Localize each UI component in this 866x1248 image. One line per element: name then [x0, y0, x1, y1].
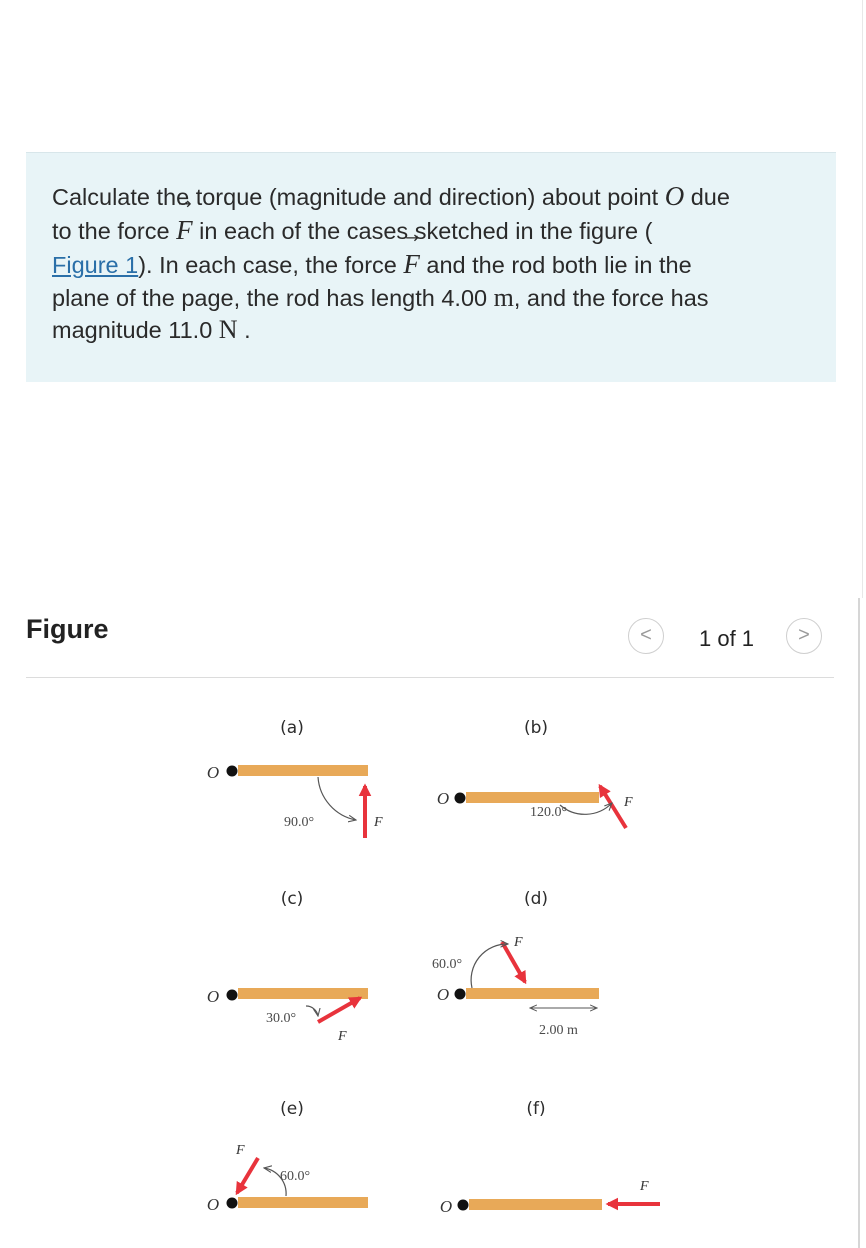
angle-label: 30.0° [266, 1011, 297, 1026]
point-o-label: O [436, 985, 450, 1004]
rod [238, 1197, 368, 1208]
case-e-label: (e) [280, 1099, 304, 1119]
chevron-left-icon: < [640, 624, 652, 646]
angle-label: 120.0° [530, 805, 568, 820]
case-a-label: (a) [280, 718, 304, 738]
problem-line-2: to the force [52, 218, 177, 244]
pivot-point [458, 1200, 469, 1211]
force-label: F [624, 795, 633, 810]
figure-title: Figure [26, 614, 109, 644]
pivot-point [227, 1198, 238, 1209]
case-c [207, 889, 368, 1044]
force-arrow [237, 1158, 258, 1193]
case-d-label: (d) [523, 889, 549, 909]
angle-label: 90.0° [284, 815, 315, 830]
problem-line-2-end: in each of the cases sketched in the figure ( [192, 218, 653, 244]
point-o-label: O [206, 987, 220, 1006]
angle-arc [471, 944, 508, 988]
force-label: F [374, 815, 383, 830]
force-arrow [318, 998, 360, 1022]
rod [238, 765, 368, 776]
point-o-label: O [439, 1197, 453, 1216]
force-label: F [236, 1143, 245, 1158]
case-a [207, 718, 383, 838]
angle-arc [306, 1006, 318, 1016]
point-symbol: O [664, 181, 685, 211]
figure-1-link[interactable]: Figure 1 [52, 252, 139, 278]
problem-line-4-end: , and the force has [513, 285, 709, 311]
rod [238, 988, 368, 999]
pivot-point [227, 990, 238, 1001]
length-unit: m [493, 283, 514, 312]
page-indicator: 1 of 1 [699, 626, 755, 651]
angle-label: 60.0° [280, 1169, 311, 1184]
pivot-point [455, 793, 466, 804]
case-c-label: (c) [280, 889, 304, 909]
force-vector-symbol-2: → F [403, 247, 420, 281]
distance-label: 2.00 m [539, 1023, 578, 1038]
force-vector-symbol: → F [176, 213, 193, 247]
angle-label: 60.0° [432, 957, 463, 972]
force-unit: N [218, 315, 238, 344]
case-b [437, 718, 633, 828]
problem-line-3: ). In each case, the force [138, 252, 404, 278]
case-d [432, 889, 599, 1038]
problem-line-1-end: due [684, 184, 730, 210]
problem-line-4: plane of the page, the rod has length 4.00 [52, 285, 494, 311]
point-o-label: O [206, 763, 220, 782]
force-label: F [640, 1179, 649, 1194]
rod [466, 988, 599, 999]
chevron-right-icon: > [798, 624, 810, 646]
problem-line-5: magnitude 11.0 [52, 317, 219, 343]
force-label: F [338, 1029, 347, 1044]
case-f [440, 1099, 660, 1216]
point-o-label: O [206, 1195, 220, 1214]
rod [466, 792, 599, 803]
force-label: F [514, 935, 523, 950]
problem-line-5-end: . [237, 317, 251, 343]
case-e [207, 1099, 368, 1214]
point-o-label: O [436, 789, 450, 808]
pivot-point [227, 766, 238, 777]
force-arrow [600, 786, 626, 828]
rod [469, 1199, 602, 1210]
angle-arc [560, 803, 612, 814]
pivot-point [455, 989, 466, 1000]
angle-arc [318, 777, 356, 820]
case-b-label: (b) [523, 718, 549, 738]
problem-line-1: Calculate the torque (magnitude and direction) about point [52, 184, 665, 210]
case-f-label: (f) [526, 1099, 546, 1119]
problem-line-3-end: and the rod both lie in the [419, 252, 692, 278]
